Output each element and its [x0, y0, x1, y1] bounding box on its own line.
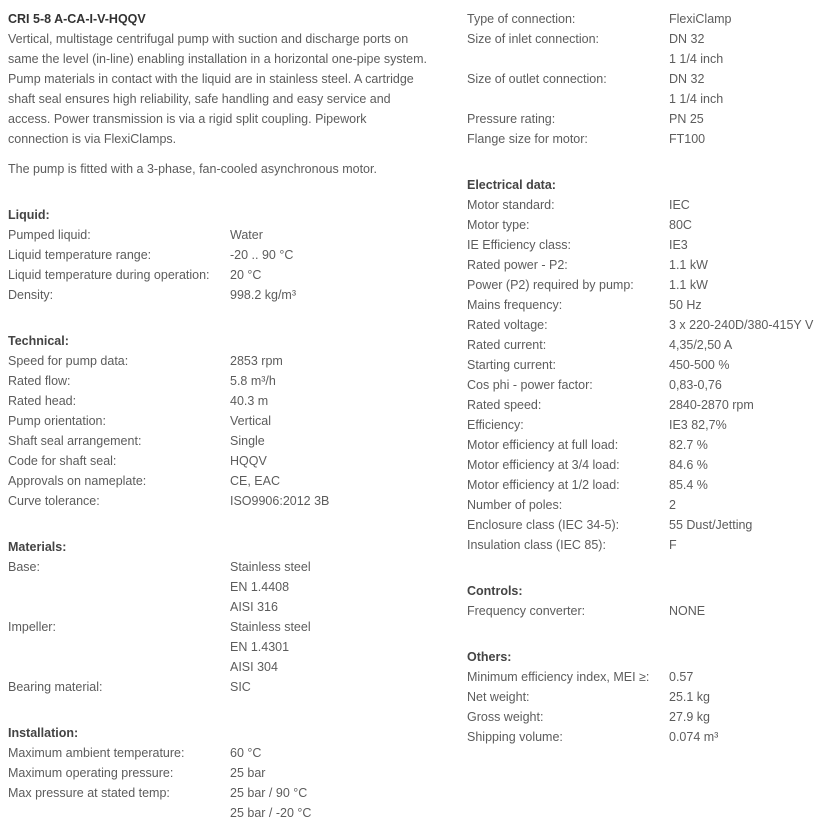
spec-values [230, 245, 293, 265]
spec-label: Motor type: [467, 218, 530, 232]
spec-label: Frequency converter: [467, 604, 586, 618]
spec-values [669, 69, 723, 109]
spec-values [669, 667, 693, 687]
spec-row [8, 471, 458, 491]
spec-label: Starting current: [467, 358, 556, 372]
spec-values [230, 617, 311, 677]
spec-label: Minimum efficiency index, MEI ≥: [467, 670, 650, 684]
spec-label: Power (P2) required by pump: [467, 278, 634, 292]
spec-values [669, 535, 677, 555]
spec-value: 5.8 m³/h [230, 374, 276, 388]
section-heading: Installation: [8, 726, 79, 740]
spec-values [230, 351, 283, 371]
spec-row [467, 255, 827, 275]
spec-value: IEC [669, 198, 690, 212]
spec-row [467, 69, 827, 109]
spec-row [8, 245, 458, 265]
spec-label: Liquid temperature range: [8, 248, 152, 262]
spec-label: Maximum ambient temperature: [8, 746, 185, 760]
spec-row [8, 451, 458, 471]
spec-value: 20 °C [230, 268, 262, 282]
spec-values [230, 285, 296, 305]
spec-label: Number of poles: [467, 498, 563, 512]
spec-row [467, 335, 827, 355]
section-heading: Electrical data: [467, 178, 556, 192]
spec-values [669, 109, 704, 129]
section-spacer [467, 149, 827, 169]
section-heading: Liquid: [8, 208, 50, 222]
spec-values [669, 687, 710, 707]
section-heading: Controls: [467, 584, 523, 598]
spec-row [467, 275, 827, 295]
spec-row [467, 215, 827, 235]
spec-value: 84.6 % [669, 458, 708, 472]
spec-values [669, 9, 732, 29]
spec-row [8, 285, 458, 305]
spec-label: Speed for pump data: [8, 354, 129, 368]
spec-label: Curve tolerance: [8, 494, 100, 508]
spec-label: Rated head: [8, 394, 77, 408]
spec-values [669, 395, 754, 415]
spec-value: 1.1 kW [669, 278, 708, 292]
spec-label: Motor efficiency at 3/4 load: [467, 458, 620, 472]
spec-values [669, 195, 690, 215]
spec-section-liquid [8, 205, 458, 305]
spec-row [467, 9, 827, 29]
spec-row [8, 743, 458, 763]
spec-section-technical [8, 331, 458, 511]
spec-value: 2 [669, 498, 676, 512]
spec-row [467, 375, 827, 395]
spec-row [8, 225, 458, 245]
spec-row [467, 395, 827, 415]
section-heading: Materials: [8, 540, 67, 554]
spec-label: Flange size for motor: [467, 132, 588, 146]
left-spec-sections [8, 205, 458, 823]
spec-values [230, 225, 263, 245]
spec-row [8, 265, 458, 285]
spec-value: 50 Hz [669, 298, 702, 312]
spec-row [467, 475, 827, 495]
spec-label: Code for shaft seal: [8, 454, 117, 468]
spec-row [8, 677, 458, 697]
spec-value: Single [230, 434, 265, 448]
spec-value: DN 32 [669, 32, 705, 46]
spec-row [467, 195, 827, 215]
spec-value: F [669, 538, 677, 552]
spec-values [669, 315, 813, 335]
spec-row [8, 557, 458, 617]
spec-row [8, 391, 458, 411]
spec-value: 450-500 % [669, 358, 730, 372]
spec-value: HQQV [230, 454, 267, 468]
spec-row [467, 235, 827, 255]
spec-values [669, 707, 710, 727]
section-spacer [8, 697, 458, 717]
spec-label: Impeller: [8, 620, 56, 634]
spec-value: Vertical [230, 414, 271, 428]
spec-value: NONE [669, 604, 706, 618]
spec-values [230, 763, 265, 783]
spec-values [230, 371, 276, 391]
spec-label: Pumped liquid: [8, 228, 91, 242]
spec-value: AISI 316 [230, 600, 278, 614]
spec-label: Type of connection: [467, 12, 576, 26]
spec-row [467, 109, 827, 129]
spec-row [8, 371, 458, 391]
section-heading: Others: [467, 650, 512, 664]
spec-label: Rated current: [467, 338, 547, 352]
spec-row [467, 687, 827, 707]
spec-label: Size of outlet connection: [467, 72, 607, 86]
spec-values [230, 411, 271, 431]
product-description: Vertical, multistage centrifugal pump with suction and discharge ports on same the level (in-line) enabling installation in a horizontal one-pipe system. Pump materials in contact with the liquid are in stainless steel. A cartridge shaft seal ensures high reliability, safe handling and easy service and access. Power transmission is via a rigid split coupling. Pipework connection is via FlexiClamps. [8, 32, 427, 146]
spec-label: Approvals on nameplate: [8, 474, 147, 488]
spec-value: 82.7 % [669, 438, 708, 452]
spec-row [467, 415, 827, 435]
spec-value: EN 1.4301 [230, 640, 290, 654]
spec-row [467, 535, 827, 555]
spec-label: IE Efficiency class: [467, 238, 571, 252]
spec-values [230, 451, 267, 471]
spec-values [230, 557, 311, 617]
spec-row [8, 491, 458, 511]
spec-value: 40.3 m [230, 394, 269, 408]
spec-label: Motor standard: [467, 198, 555, 212]
spec-values [669, 415, 727, 435]
spacer [8, 179, 458, 199]
spec-values [669, 435, 708, 455]
section-heading: Technical: [8, 334, 69, 348]
spec-label: Rated power - P2: [467, 258, 568, 272]
section-spacer [467, 621, 827, 641]
spec-section-others [467, 647, 827, 747]
spec-values [669, 255, 708, 275]
spec-section-electrical-data [467, 175, 827, 555]
spec-value: 1 1/4 inch [669, 52, 724, 66]
spec-row [467, 707, 827, 727]
spec-row [8, 431, 458, 451]
spec-label: Enclosure class (IEC 34-5): [467, 518, 620, 532]
spec-label: Max pressure at stated temp: [8, 786, 170, 800]
left-column [8, 9, 458, 823]
spec-label: Mains frequency: [467, 298, 563, 312]
spec-section-materials [8, 537, 458, 697]
spec-section-installation [8, 723, 458, 823]
spec-row [467, 129, 827, 149]
spec-value: PN 25 [669, 112, 704, 126]
spec-row [467, 667, 827, 687]
spec-values [230, 391, 268, 411]
spec-value: 998.2 kg/m³ [230, 288, 297, 302]
section-spacer [8, 305, 458, 325]
spec-value: 0,83-0,76 [669, 378, 722, 392]
spec-values [669, 495, 676, 515]
spec-values [669, 215, 692, 235]
spec-value: 60 °C [230, 746, 262, 760]
spec-value: 25.1 kg [669, 690, 711, 704]
spec-value: SIC [230, 680, 251, 694]
spec-value: IE3 [669, 238, 688, 252]
spec-values [669, 375, 722, 395]
spec-values [230, 265, 261, 285]
spec-row [8, 351, 458, 371]
spec-value: Stainless steel [230, 620, 311, 634]
spec-values [669, 355, 729, 375]
section-spacer [8, 511, 458, 531]
spec-value: 85.4 % [669, 478, 708, 492]
spec-values [669, 129, 705, 149]
spec-row [8, 617, 458, 677]
spec-value: 0.57 [669, 670, 694, 684]
spec-value: 55 Dust/Jetting [669, 518, 753, 532]
spec-label: Motor efficiency at full load: [467, 438, 619, 452]
spec-row [8, 783, 458, 823]
spec-label: Cos phi - power factor: [467, 378, 593, 392]
spec-label: Liquid temperature during operation: [8, 268, 210, 282]
spec-values [669, 235, 688, 255]
spec-label: Rated flow: [8, 374, 71, 388]
spec-label: Insulation class (IEC 85): [467, 538, 606, 552]
spec-label: Size of inlet connection: [467, 32, 600, 46]
motor-note: The pump is fitted with a 3-phase, fan-cooled asynchronous motor. [8, 162, 377, 176]
spec-label: Pump orientation: [8, 414, 106, 428]
spec-label: Efficiency: [467, 418, 524, 432]
spec-value: Water [230, 228, 263, 242]
spec-label: Bearing material: [8, 680, 103, 694]
spec-values [230, 677, 251, 697]
spec-value: FlexiClamp [669, 12, 732, 26]
spec-label: Motor efficiency at 1/2 load: [467, 478, 620, 492]
spec-values [669, 295, 702, 315]
spec-row [467, 455, 827, 475]
spec-label: Maximum operating pressure: [8, 766, 174, 780]
product-title: CRI 5-8 A-CA-I-V-HQQV [8, 12, 146, 26]
spec-value: CE, EAC [230, 474, 281, 488]
spec-values [669, 29, 723, 69]
spec-label: Shipping volume: [467, 730, 563, 744]
spec-value: 2853 rpm [230, 354, 283, 368]
right-column [467, 9, 827, 747]
spec-value: 2840-2870 rpm [669, 398, 754, 412]
spec-values [230, 491, 329, 511]
spec-value: ISO9906:2012 3B [230, 494, 330, 508]
spec-label: Pressure rating: [467, 112, 556, 126]
spec-value: 25 bar / 90 °C [230, 786, 308, 800]
spec-value: IE3 82,7% [669, 418, 727, 432]
spec-value: EN 1.4408 [230, 580, 290, 594]
spec-values [230, 431, 265, 451]
spec-row [467, 495, 827, 515]
spec-values [669, 727, 718, 747]
spec-value: 0.074 m³ [669, 730, 719, 744]
spec-label: Gross weight: [467, 710, 544, 724]
spec-value: 27.9 kg [669, 710, 711, 724]
spec-value: 4,35/2,50 A [669, 338, 733, 352]
spec-row [467, 29, 827, 69]
spec-value: 80C [669, 218, 692, 232]
spec-row [467, 515, 827, 535]
spec-row [8, 411, 458, 431]
spec-label: Shaft seal arrangement: [8, 434, 142, 448]
spec-value: 1 1/4 inch [669, 92, 724, 106]
spec-value: 3 x 220-240D/380-415Y V [669, 318, 814, 332]
spec-values [230, 471, 280, 491]
spec-row [8, 763, 458, 783]
spec-values [669, 335, 732, 355]
spec-value: AISI 304 [230, 660, 278, 674]
spec-row [467, 295, 827, 315]
section-spacer [467, 555, 827, 575]
spec-row [467, 435, 827, 455]
spec-values [669, 515, 752, 535]
spec-row [467, 315, 827, 335]
spec-values [230, 783, 311, 823]
spec-row [467, 727, 827, 747]
spec-value: 25 bar / -20 °C [230, 806, 312, 820]
spec-value: FT100 [669, 132, 706, 146]
spec-label: Rated voltage: [467, 318, 548, 332]
spec-value: -20 .. 90 °C [230, 248, 294, 262]
spec-label: Base: [8, 560, 40, 574]
spec-values [230, 743, 261, 763]
spec-values [669, 601, 705, 621]
spec-values [669, 275, 708, 295]
spec-section-connections [467, 9, 827, 149]
spec-value: 25 bar [230, 766, 266, 780]
spec-value: DN 32 [669, 72, 705, 86]
spec-label: Density: [8, 288, 54, 302]
spec-value: Stainless steel [230, 560, 311, 574]
spec-values [669, 475, 708, 495]
spec-label: Rated speed: [467, 398, 542, 412]
spec-row [467, 601, 827, 621]
spec-section-controls [467, 581, 827, 621]
spec-row [467, 355, 827, 375]
spec-values [669, 455, 708, 475]
right-spec-sections [467, 9, 827, 747]
spec-value: 1.1 kW [669, 258, 708, 272]
spec-label: Net weight: [467, 690, 530, 704]
